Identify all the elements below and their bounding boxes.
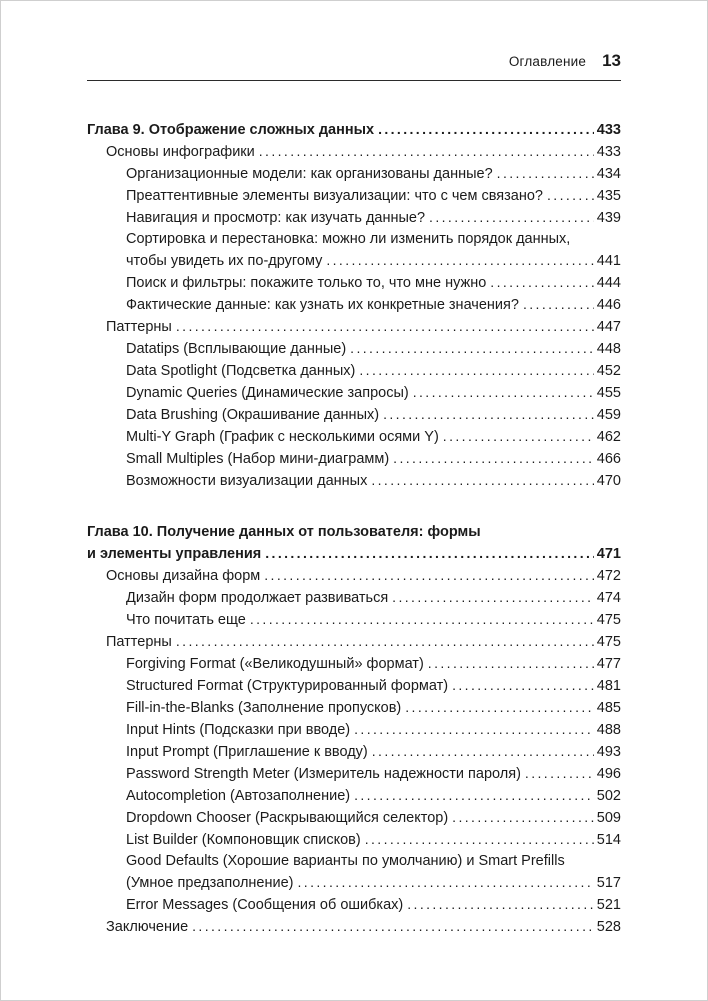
toc-entry-row bbox=[126, 185, 621, 207]
dot-leader bbox=[547, 185, 594, 207]
toc-entry-text: Good Defaults (Хорошие варианты по умолчанию) и Smart Prefills bbox=[126, 853, 565, 869]
dot-leader bbox=[392, 587, 594, 609]
dot-leader bbox=[176, 631, 594, 653]
toc-entry-text: Password Strength Meter (Измеритель надежности пароля) bbox=[126, 766, 521, 782]
toc-entry-row bbox=[126, 763, 621, 785]
dot-leader bbox=[371, 470, 593, 492]
toc-entry-text: Организационные модели: как организованы данные? bbox=[126, 166, 493, 182]
toc-entry-row bbox=[87, 119, 621, 141]
toc-entry bbox=[87, 316, 621, 338]
dot-leader bbox=[350, 338, 594, 360]
toc-page-number: 466 bbox=[596, 451, 621, 467]
toc-chapter-entry bbox=[87, 119, 621, 141]
toc-entry bbox=[87, 360, 621, 382]
dot-leader bbox=[354, 719, 594, 741]
toc-entry-text: Fill-in-the-Blanks (Заполнение пропусков) bbox=[126, 700, 402, 716]
dot-leader bbox=[407, 894, 594, 916]
toc-entry bbox=[87, 894, 621, 916]
dot-leader bbox=[264, 565, 594, 587]
toc-entry-text: Forgiving Format («Великодушный» формат) bbox=[126, 656, 424, 672]
header-title: Оглавление bbox=[508, 54, 587, 69]
toc-page-number: 477 bbox=[596, 656, 621, 672]
toc-page-number: 496 bbox=[596, 766, 621, 782]
dot-leader bbox=[250, 609, 594, 631]
toc-entry-text: (Умное предзаполнение) bbox=[126, 875, 294, 891]
header-page-number: 13 bbox=[602, 51, 621, 70]
toc-entry-row bbox=[126, 250, 621, 272]
toc-entry bbox=[87, 185, 621, 207]
dot-leader bbox=[326, 250, 593, 272]
toc-entry bbox=[87, 609, 621, 631]
toc-entry bbox=[87, 829, 621, 851]
toc-entry-text: Паттерны bbox=[106, 634, 172, 650]
toc-entry-text: Заключение bbox=[106, 919, 189, 935]
toc-entry bbox=[87, 382, 621, 404]
toc-entry-row bbox=[106, 916, 621, 938]
dot-leader bbox=[443, 426, 594, 448]
toc-entry-text: Structured Format (Структурированный формат) bbox=[126, 678, 449, 694]
dot-leader bbox=[176, 316, 594, 338]
toc-entry bbox=[87, 675, 621, 697]
toc-page-number: 514 bbox=[596, 832, 621, 848]
toc-entry-row bbox=[126, 272, 621, 294]
toc-entry bbox=[87, 741, 621, 763]
toc-page-number: 448 bbox=[596, 341, 621, 357]
toc-page-number: 441 bbox=[596, 253, 621, 269]
toc-entry bbox=[87, 697, 621, 719]
dot-leader bbox=[525, 763, 594, 785]
toc-entry-row bbox=[126, 448, 621, 470]
table-of-contents bbox=[87, 119, 621, 938]
toc-page-number: 444 bbox=[596, 275, 621, 291]
dot-leader bbox=[428, 653, 594, 675]
toc-page-number: 470 bbox=[596, 473, 621, 489]
toc-page-number: 475 bbox=[596, 612, 621, 628]
page-header bbox=[87, 51, 621, 71]
toc-entry-text: Глава 9. Отображение сложных данных bbox=[87, 122, 375, 138]
toc-entry-row bbox=[126, 609, 621, 631]
toc-entry-text: Основы инфографики bbox=[106, 144, 255, 160]
toc-entry-row bbox=[106, 141, 621, 163]
dot-leader bbox=[497, 163, 594, 185]
toc-entry-text: Data Brushing (Окрашивание данных) bbox=[126, 407, 380, 423]
toc-page-number: 433 bbox=[596, 144, 621, 160]
dot-leader bbox=[298, 872, 594, 894]
dot-leader bbox=[393, 448, 594, 470]
toc-entry-text: Input Prompt (Приглашение к вводу) bbox=[126, 744, 368, 760]
toc-page-number: 521 bbox=[596, 897, 621, 913]
toc-entry-row bbox=[126, 653, 621, 675]
toc-entry-row bbox=[126, 872, 621, 894]
toc-entry bbox=[87, 229, 621, 272]
toc-entry-row bbox=[126, 807, 621, 829]
toc-entry bbox=[87, 272, 621, 294]
toc-page-number: 475 bbox=[596, 634, 621, 650]
toc-entry bbox=[87, 631, 621, 653]
toc-entry-row bbox=[126, 470, 621, 492]
dot-leader bbox=[490, 272, 594, 294]
toc-entry-text: Error Messages (Сообщения об ошибках) bbox=[126, 897, 404, 913]
toc-entry bbox=[87, 141, 621, 163]
dot-leader bbox=[383, 404, 594, 426]
toc-entry-row bbox=[126, 697, 621, 719]
toc-entry-text: Дизайн форм продолжает развиваться bbox=[126, 590, 389, 606]
dot-leader bbox=[365, 829, 594, 851]
toc-page-number: 509 bbox=[596, 810, 621, 826]
toc-entry-row bbox=[126, 894, 621, 916]
toc-entry-row bbox=[126, 163, 621, 185]
dot-leader bbox=[523, 294, 594, 316]
toc-page-number: 434 bbox=[596, 166, 621, 182]
toc-entry-text: Что почитать еще bbox=[126, 612, 246, 628]
toc-entry-row bbox=[126, 382, 621, 404]
toc-entry-text: Сортировка и перестановка: можно ли изменить порядок данных, bbox=[126, 231, 571, 247]
toc-entry bbox=[87, 807, 621, 829]
toc-page-number: 447 bbox=[596, 319, 621, 335]
toc-page-number: 517 bbox=[596, 875, 621, 891]
toc-page-number: 493 bbox=[596, 744, 621, 760]
toc-entry-text: Autocompletion (Автозаполнение) bbox=[126, 788, 351, 804]
toc-page-number: 435 bbox=[596, 188, 621, 204]
toc-page-number: 459 bbox=[596, 407, 621, 423]
toc-entry-text: Multi-Y Graph (График с несколькими осями Y) bbox=[126, 429, 439, 445]
toc-entry bbox=[87, 338, 621, 360]
toc-page-number: 439 bbox=[596, 210, 621, 226]
toc-entry bbox=[87, 448, 621, 470]
toc-entry-row bbox=[106, 316, 621, 338]
dot-leader bbox=[413, 382, 594, 404]
toc-entry-text: Возможности визуализации данных bbox=[126, 473, 368, 489]
header-rule bbox=[87, 80, 621, 81]
toc-page-number: 433 bbox=[596, 122, 621, 138]
toc-entry bbox=[87, 653, 621, 675]
toc-page-number: 488 bbox=[596, 722, 621, 738]
toc-entry-row bbox=[126, 404, 621, 426]
dot-leader bbox=[259, 141, 594, 163]
toc-entry bbox=[87, 851, 621, 894]
toc-entry bbox=[87, 916, 621, 938]
toc-page-number: 528 bbox=[596, 919, 621, 935]
toc-page-number: 471 bbox=[596, 546, 621, 562]
toc-entry-row bbox=[126, 785, 621, 807]
toc-chapter-entry bbox=[87, 522, 621, 565]
toc-entry-text: Фактические данные: как узнать их конкретные значения? bbox=[126, 297, 519, 313]
toc-entry bbox=[87, 763, 621, 785]
toc-page-number: 446 bbox=[596, 297, 621, 313]
toc-entry bbox=[87, 785, 621, 807]
toc-entry-text: List Builder (Компоновщик списков) bbox=[126, 832, 361, 848]
toc-entry-row bbox=[126, 338, 621, 360]
toc-entry-row bbox=[126, 426, 621, 448]
toc-entry-row bbox=[126, 829, 621, 851]
toc-entry-text: Преаттентивные элементы визуализации: что с чем связано? bbox=[126, 188, 543, 204]
toc-entry bbox=[87, 470, 621, 492]
toc-page-number: 474 bbox=[596, 590, 621, 606]
toc-entry-text: Глава 10. Получение данных от пользователя: формы bbox=[87, 524, 481, 540]
toc-entry-row bbox=[126, 207, 621, 229]
toc-entry-text: Навигация и просмотр: как изучать данные? bbox=[126, 210, 426, 226]
toc-page-number: 452 bbox=[596, 363, 621, 379]
toc-entry-text: Input Hints (Подсказки при вводе) bbox=[126, 722, 351, 738]
toc-entry-text: Dropdown Chooser (Раскрывающийся селектор) bbox=[126, 810, 449, 826]
toc-entry-row bbox=[126, 719, 621, 741]
toc-entry-text: Dynamic Queries (Динамические запросы) bbox=[126, 385, 409, 401]
toc-entry-row bbox=[106, 631, 621, 653]
toc-entry-text: чтобы увидеть их по-другому bbox=[126, 253, 323, 269]
toc-page-number: 462 bbox=[596, 429, 621, 445]
toc-entry-row bbox=[126, 741, 621, 763]
toc-entry-row bbox=[126, 294, 621, 316]
toc-entry bbox=[87, 587, 621, 609]
toc-entry-row bbox=[126, 675, 621, 697]
toc-entry-text: и элементы управления bbox=[87, 546, 262, 562]
toc-page-number: 502 bbox=[596, 788, 621, 804]
dot-leader bbox=[429, 207, 594, 229]
dot-leader bbox=[452, 807, 594, 829]
toc-entry-row bbox=[126, 587, 621, 609]
toc-entry bbox=[87, 207, 621, 229]
toc-entry bbox=[87, 719, 621, 741]
toc-page-number: 481 bbox=[596, 678, 621, 694]
toc-entry-text: Основы дизайна форм bbox=[106, 568, 261, 584]
toc-entry-text: Datatips (Всплывающие данные) bbox=[126, 341, 347, 357]
dot-leader bbox=[192, 916, 594, 938]
toc-entry-row bbox=[87, 543, 621, 565]
dot-leader bbox=[372, 741, 594, 763]
toc-entry-text: Поиск и фильтры: покажите только то, что мне нужно bbox=[126, 275, 487, 291]
toc-entry bbox=[87, 163, 621, 185]
dot-leader bbox=[359, 360, 593, 382]
dot-leader bbox=[354, 785, 594, 807]
toc-page-number: 472 bbox=[596, 568, 621, 584]
toc-entry bbox=[87, 565, 621, 587]
dot-leader bbox=[378, 119, 594, 141]
dot-leader bbox=[265, 543, 594, 565]
toc-entry-row bbox=[126, 360, 621, 382]
toc-entry-text: Паттерны bbox=[106, 319, 172, 335]
toc-entry bbox=[87, 404, 621, 426]
toc-entry-text: Data Spotlight (Подсветка данных) bbox=[126, 363, 356, 379]
toc-entry-row bbox=[106, 565, 621, 587]
dot-leader bbox=[452, 675, 594, 697]
toc-page-number: 485 bbox=[596, 700, 621, 716]
dot-leader bbox=[405, 697, 594, 719]
toc-entry-text: Small Multiples (Набор мини-диаграмм) bbox=[126, 451, 390, 467]
toc-entry bbox=[87, 426, 621, 448]
toc-page-number: 455 bbox=[596, 385, 621, 401]
toc-entry bbox=[87, 294, 621, 316]
